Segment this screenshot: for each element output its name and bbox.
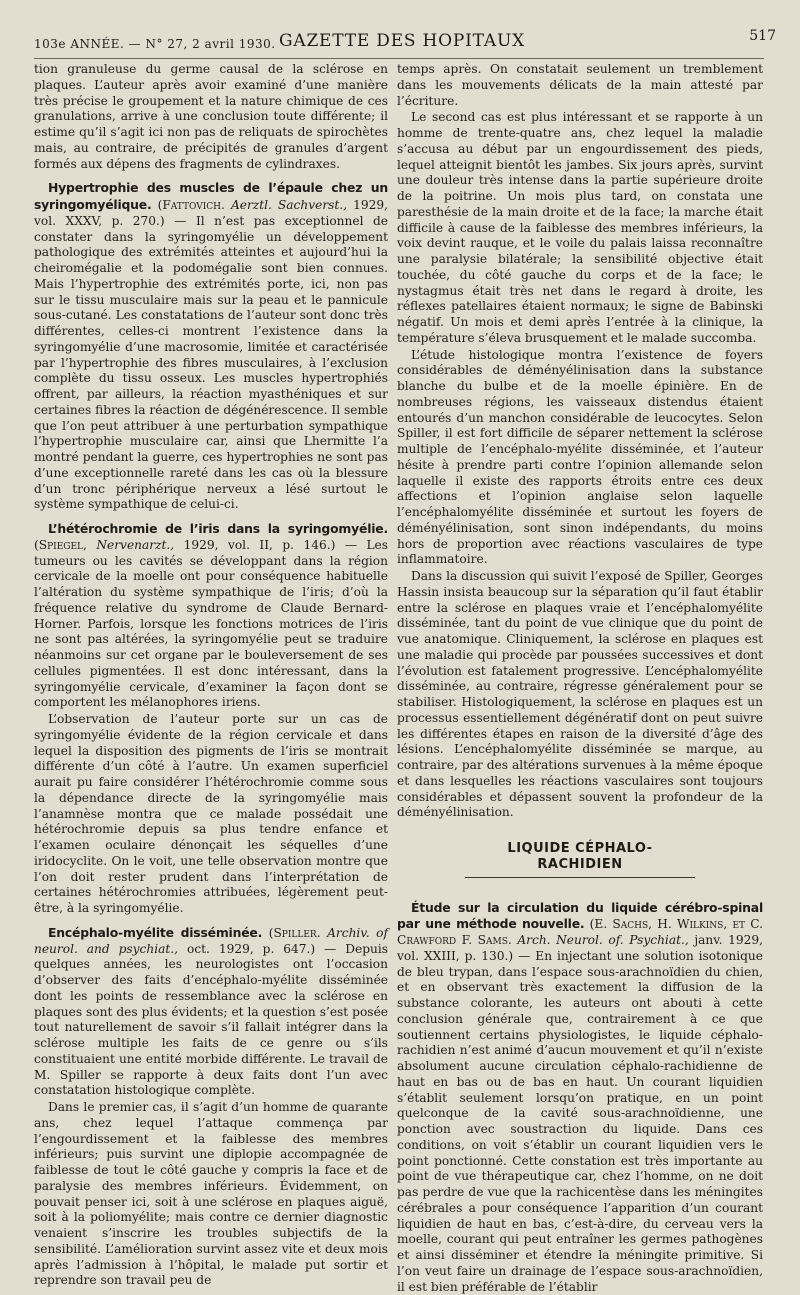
article-authors: (Spiller.: [269, 926, 321, 940]
article-ref: 1929, vol. XXXV, p. 270.): [34, 198, 388, 228]
article-paragraph: Dans la discussion qui suivit l’exposé de Spiller, Georges Hassin insista beaucoup sur la séparation qu’il faut établir entre la sclérose en plaques vraie et l’encéphalomyélite disséminée, tant du point de vue clinique que du point de vue anatomique. Cliniquement, la sclérose en plaques est une maladie qui procède par poussées successives et dont l’évolution est fatalement progressive. L’encéphalomyélite disséminée, au contraire, régresse généralement pour se stabiliser. Histologiquement, la sclérose en plaques est un processus essentiellement dégénératif dont on peut suivre les différentes étapes en raison de la diversité d’âge des lésions. L’encéphalomyélite disséminée se marque, au contraire, par des altérations survenues à la même époque et dans lesquelles les réactions vasculaires sont toujours considérables et dépassent souvent la profondeur de la déményélinisation.: [397, 569, 763, 821]
article-heading: L’hétérochromie de l’iris dans la syringomyélie.: [48, 521, 388, 536]
article-ref: 1929, vol. II, p. 146.): [184, 538, 336, 552]
header-rule: [34, 58, 764, 59]
article-ref: oct. 1929, p. 647.): [187, 942, 315, 956]
article-authors: (Spiegel,: [34, 538, 87, 552]
article-source: Arch. Neurol. of. Psychiat.,: [517, 933, 688, 947]
article-hypertrophie: [34, 180, 388, 513]
article-source: Aerztl. Sachverst.,: [231, 198, 347, 212]
article-heading: Étude sur la circulation du liquide cérébro-spinal par une méthode nouvelle.: [397, 900, 763, 932]
journal-title: GAZETTE DES HOPITAUX: [26, 31, 778, 51]
continued-paragraph: temps après. On constatait seulement un tremblement dans les mouvements délicats de la main attesté par l’écriture.: [397, 62, 763, 109]
article-text: — Depuis quelques années, les neurologistes ont l’occasion d’observer des faits d’encéphalo-myélite disséminée dont les points de ressemblance avec la sclérose en plaques sont des plus évidents; et la question s’est posée tout naturellement de savoir s’il fallait intégrer dans la sclérose multiple les faits de ce genre ou s’ils constituaient une entité morbide différente. Le travail de M. Spiller se rapporte à deux faits dont l’un avec constatation histologique complète.: [34, 942, 388, 1098]
article-paragraph: Dans le premier cas, il s’agit d’un homme de quarante ans, chez lequel l’attaque commença par l’engourdissement et la faiblesse des membres inférieurs; puis survint une diplopie accompagnée de faiblesse de tout le côté gauche y compris la face et de paralysie des membres inférieurs. Évidemment, on pouvait penser ici, soit à une sclérose en plaques aiguë, soit à la poliomyélite; mais contre ce dernier diagnostic venaient s’inscrire les troubles subjectifs de la sensibilité. L’amélioration survint assez vite et deux mois après l’admission à l’hôpital, le malade put sortir et reprendre son travail peu de: [34, 1100, 388, 1289]
page-number: 517: [749, 28, 776, 44]
article-authors: (E. Sachs, H. Wilkins, et C. Crawford F. Sams.: [397, 917, 763, 947]
article-source: Nervenarzt.,: [96, 538, 174, 552]
issue-info: 103e ANNÉE. — N° 27, 2 avril 1930.: [34, 37, 276, 51]
section-title: LIQUIDE CÉPHALO-RACHIDIEN: [465, 841, 695, 878]
article-heading: Hypertrophie des muscles de l’épaule chez un syringomyélique.: [34, 180, 388, 212]
right-column: [397, 62, 763, 1295]
article-paragraph: L’observation de l’auteur porte sur un cas de syringomyélie évidente de la région cervicale et dans lequel la disposition des pigments de l’iris se montrait différente d’un côté à l’autre. Un examen superficiel aurait pu faire considérer l’hétérochromie comme sous la dépendance directe de la syringomyélie mais l’anamnèse montra que ce malade possédait une hétérochromie depuis sa plus tendre enfance et l’examen oculaire dénonçait les séquelles d’une iridocyclite. On le voit, une telle observation montre que l’on doit rester prudent dans l’interprétation de certaines hétérochromies attribuées, légèrement peut-être, à la syringomyélie.: [34, 712, 388, 917]
article-circulation: [397, 900, 763, 1295]
left-column: [34, 62, 388, 1289]
page-header: [26, 28, 778, 54]
continued-paragraph: tion granuleuse du germe causal de la sclérose en plaques. L’auteur après avoir examiné d’une manière très précise le groupement et la nature chimique de ces granulations, arrive à une conclusion toute différente; il estime qu’il s’agit ici non pas de reliquats de spirochètes mais, au contraire, de précipités de granules d’argent formés aux dépens des fragments de cylindraxes.: [34, 62, 388, 172]
article-text: — Les tumeurs ou les cavités se développant dans la région cervicale de la moelle ont pour conséquence habituelle l’altération du système sympathique de l’iris; d’où la fréquence relative du syndrome de Claude Bernard-Horner. Parfois, lorsque les fonctions motrices de l’iris ne sont pas altérées, la syringomyélie peut se traduire néanmoins sur cet organe par le bouleversement de ses cellules pigmentées. Il est donc intéressant, dans la syringomyélie cervicale, d’examiner la façon dont se comportent les mélanophores iriens.: [34, 538, 388, 710]
article-heterochromie: [34, 521, 388, 711]
article-paragraph: L’étude histologique montra l’existence de foyers considérables de déményélinisation dans la substance blanche du bulbe et de la moelle épinière. En de nombreuses régions, les vaisseaux distendus étaient entourés d’un manchon considérable de leucocytes. Selon Spiller, il est fort difficile de séparer nettement la sclérose multiple de l’encéphalo-myélite disséminée, et l’auteur hésite à prendre parti contre l’opinion allemande selon laquelle il existe des rapports étroits entre ces deux affections et l’opinion anglaise selon laquelle l’encéphalomyélite disséminée et surtout les foyers de déményélinisation, sont sinon indépendants, du moins hors de proportion avec réactions vasculaires de type inflammatoire.: [397, 348, 763, 569]
article-text: — Il n’est pas exceptionnel de constater dans la syringomyélie un développement pathologique des extrémités atteintes et aujourd’hui la cheiromégalie et la podomégalie sont bien connues. Mais l’hypertrophie des extrémités porte, ici, non pas sur le tissu musculaire mais sur la peau et le pannicule sous-cutané. Les constatations de l’auteur sont donc très différentes, celles-ci montrent l’existence dans la syringomyélie d’une macrosomie, limitée et caractérisée par l’hypertrophie des fibres musculaires, à l’exclusion complète du tissu osseux. Les muscles hypertrophiés offrent, par ailleurs, la réaction myasthéniques et sur certaines fibres la réaction de dégénérescence. Il semble que l’on peut attribuer à une perturbation sympathique l’hypertrophie musculaire car, ainsi que Lhermitte l’a montré pendant la guerre, ces hypertrophies ne sont pas d’une exceptionnelle rareté dans les cas où la blessure d’un tronc périphérique nerveux a lésé surtout le système sympathique de celui-ci.: [34, 214, 388, 512]
article-text: — En injectant une solution isotonique de bleu trypan, dans l’espace sous-arachnoïdien du chien, et en observant très exactement la diffusion de la substance colorante, les auteurs ont abouti à cette conclusion générale que, contrairement à ce que soutiennent certains physiologistes, le liquide céphalo-rachidien n’est animé d’aucun mouvement et qu’il n’existe absolument aucune circulation céphalo-rachidienne de haut en bas ou de bas en haut. Un courant liquidien s’établit seulement lorsqu’on pratique, en un point quelconque de la cavité sous-arachnoïdienne, une ponction avec soustraction du liquide. Dans ces conditions, on voit s’établir un courant liquidien vers le point ponctionné. Cette constation est très importante au point de vue thérapeutique car, chez l’homme, on ne doit pas perdre de vue que la rachicentèse dans les méningites cérébrales a pour conséquence l’apparition d’un courant liquidien de haut en bas, c’est-à-dire, du cerveau vers la moelle, courant qui peut entraîner les germes pathogènes et ainsi disséminer et étendre la méningite primitive. Si l’on veut faire un drainage de l’espace sous-arachnoïdien, il est bien préférable de l’établir: [397, 949, 763, 1294]
article-source: Archiv. of neurol. and psychiat.,: [34, 926, 388, 956]
article-authors: (Fattovich.: [158, 198, 225, 212]
article-heading: Encéphalo-myélite disséminée.: [48, 925, 262, 940]
article-encephalo-myelite: [34, 925, 388, 1099]
article-paragraph: Le second cas est plus intéressant et se rapporte à un homme de trente-quatre ans, chez lequel la maladie s’accusa au début par un engourdissement des pieds, lequel atteignit bientôt les jambes. Six jours après, survint une douleur très intense dans la partie supérieure droite de la poitrine. Un mois plus tard, on constata une paresthésie de la main droite et de la face; la marche était difficile à cause de la faiblesse des membres inférieurs, la voix devint rauque, et le voile du palais laissa reconnaître une paralysie bilatérale; la sensibilité objective était touchée, du côté gauche du corps et de la face; le nystagmus était très net dans le regard à droite, les réflexes patellaires étaient normaux; le signe de Babinski négatif. Un mois et demi après l’entrée à la clinique, la température s’éleva brusquement et le malade succomba.: [397, 110, 763, 346]
article-ref: janv. 1929, vol. XXIII, p. 130.): [397, 933, 763, 963]
